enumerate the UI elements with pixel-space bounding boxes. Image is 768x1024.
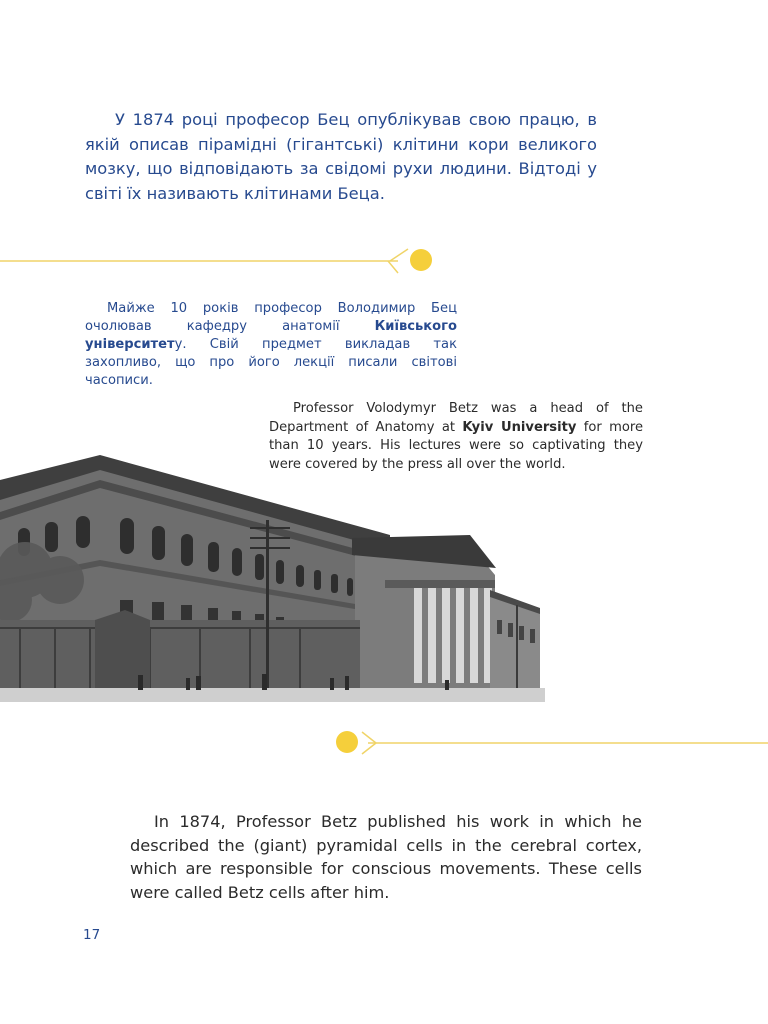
yellow-dot-upper bbox=[410, 249, 432, 271]
yellow-dot-lower bbox=[336, 731, 358, 753]
en-side-text-2: for more than 10 years. His lectures were so captivating they were covered by the press all over the world. bbox=[269, 419, 643, 472]
ukrainian-side-paragraph bbox=[85, 300, 457, 390]
ua-side-text-1: Майже 10 років професор Володимир Бец очолював кафедру анатомії bbox=[85, 301, 457, 334]
ua-university-highlight: Київського університет bbox=[85, 319, 457, 352]
ukrainian-top-paragraph: У 1874 році професор Бец опублікував свою працю, в якій описав пірамідні (гігантські) клітини кори великого мозку, що відповідають за свідомі рухи людини. Відтоді у світі їх називають клітинами Беца. bbox=[85, 110, 597, 203]
page-number: 17 bbox=[83, 927, 101, 943]
university-building-photo bbox=[0, 450, 545, 710]
en-side-text-1: Professor Volodymyr Betz was a head of the Department of Anatomy at bbox=[269, 401, 643, 435]
ua-side-text-2: у. Свій предмет викладав так захопливо, що про його лекції писали світові часописи. bbox=[85, 337, 457, 388]
divider-lower bbox=[328, 728, 768, 758]
en-university-highlight: Kyiv University bbox=[462, 419, 577, 435]
english-bottom-paragraph: In 1874, Professor Betz published his work in which he described the (giant) pyramidal cells in the cerebral cortex, which are responsible for conscious movements. These cells were called Betz cells after him. bbox=[130, 812, 642, 902]
divider-upper bbox=[0, 247, 440, 277]
